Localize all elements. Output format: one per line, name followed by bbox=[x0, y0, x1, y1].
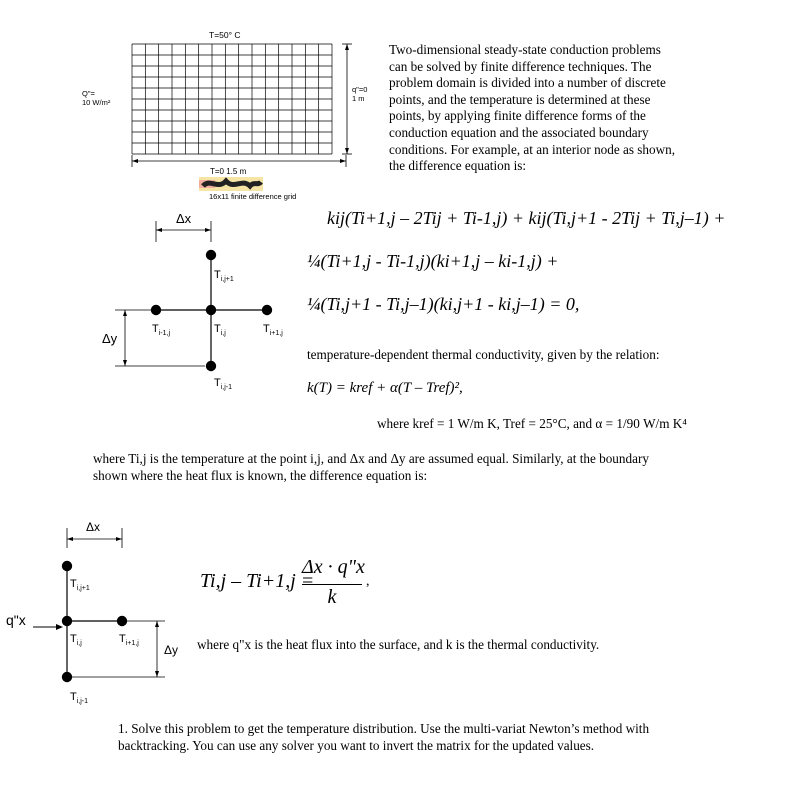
b-node-right bbox=[117, 616, 127, 626]
grid-right-label-2: 1 m bbox=[352, 94, 365, 103]
b-node-center bbox=[62, 616, 72, 626]
middle-line: shown where the heat flux is known, the difference equation is: bbox=[93, 467, 428, 483]
fraction-bar bbox=[302, 584, 362, 585]
boundary-dx-label: Δx bbox=[86, 520, 101, 534]
conductivity-relation: k(T) = kref + α(T – Tref)², bbox=[307, 380, 463, 396]
where-constants: where kref = 1 W/m K, Tref = 25°C, and α = 1/90 W/m K⁴ bbox=[377, 416, 687, 431]
task-line: 1. Solve this problem to get the temperature distribution. Use the multi-variat Newton’s method with bbox=[118, 721, 650, 736]
node-left bbox=[151, 305, 161, 315]
flux-label: q"x bbox=[6, 612, 26, 628]
b-node-center-label: $T_{i,j}$ bbox=[70, 633, 82, 647]
node-bottom bbox=[206, 361, 216, 371]
node-right bbox=[262, 305, 272, 315]
interior-dx-label: Δx bbox=[176, 211, 192, 226]
intro-line: points, by applying finite difference forms of the bbox=[389, 108, 646, 124]
b-node-right-label: $T_{i+1,j}$ bbox=[119, 633, 139, 647]
grid-right-label-1: q"=0 bbox=[352, 85, 368, 94]
equation-line-1: kij(Ti+1,j – 2Tij + Ti-1,j) + kij(Ti,j+1 - 2Tij + Ti,j–1) + bbox=[327, 208, 726, 228]
intro-line: conduction equation and the associated boundary bbox=[389, 124, 649, 140]
interior-dy-label: Δy bbox=[102, 331, 118, 346]
middle-line: where Ti,j is the temperature at the point i,j, and Δx and Δy are assumed equal. Similarly, at the boundary bbox=[93, 451, 649, 466]
intro-line: problem domain is divided into a number of discrete bbox=[389, 75, 666, 91]
node-center bbox=[206, 305, 216, 315]
grid-left-label-2: 10 W/m² bbox=[82, 98, 111, 107]
task-paragraph bbox=[118, 721, 788, 754]
equation-line-3: ¼(Ti,j+1 - Ti,j–1)(ki,j+1 - ki,j–1) = 0, bbox=[307, 294, 580, 314]
node-bottom-label: $T_{i,j-1}$ bbox=[214, 377, 233, 391]
node-left-label: $T_{i-1,j}$ bbox=[152, 323, 171, 337]
boundary-stencil-diagram bbox=[0, 510, 200, 710]
b-node-top-label: $T_{i,j+1}$ bbox=[70, 578, 90, 592]
intro-line: conditions. For example, at an interior node as shown, bbox=[389, 141, 676, 157]
middle-paragraph bbox=[93, 451, 793, 484]
intro-line: can be solved by finite difference techniques. The bbox=[389, 58, 652, 74]
intro-line: points, and the temperature is determined at these bbox=[389, 91, 651, 107]
task-line: backtracking. You can use any solver you want to invert the matrix for the updated values. bbox=[118, 737, 595, 753]
redaction-mark bbox=[199, 177, 263, 191]
b-node-top bbox=[62, 561, 72, 571]
conductivity-text: temperature-dependent thermal conductivity, given by the relation: bbox=[307, 347, 660, 362]
intro-line: the difference equation is: bbox=[389, 158, 527, 174]
grid-bottom-label: T=0 1.5 m bbox=[210, 167, 247, 176]
equation-line-2: ¼(Ti+1,j - Ti-1,j)(ki+1,j – ki-1,j) + bbox=[307, 251, 559, 271]
node-top bbox=[206, 250, 216, 260]
grid-caption: 16x11 finite difference grid bbox=[209, 192, 297, 201]
node-right-label: $T_{i+1,j}$ bbox=[263, 323, 283, 337]
b-node-bottom-label: $T_{i,j-1}$ bbox=[70, 691, 89, 705]
node-center-label: $T_{i,j}$ bbox=[214, 323, 226, 337]
boundary-equation-lhs: Ti,j – Ti+1,j = bbox=[200, 570, 315, 592]
b-node-bottom bbox=[62, 672, 72, 682]
intro-line: Two-dimensional steady-state conduction problems bbox=[389, 42, 661, 57]
interior-stencil-diagram bbox=[0, 200, 300, 400]
grid-top-label: T=50° C bbox=[209, 30, 241, 40]
boundary-equation-denominator: k bbox=[327, 586, 337, 608]
intro-paragraph bbox=[389, 42, 784, 175]
node-top-label: $T_{i,j+1}$ bbox=[214, 269, 234, 283]
boundary-equation-numerator: Δx · q"x bbox=[302, 556, 365, 578]
finite-difference-grid bbox=[132, 44, 332, 154]
grid-left-label-1: Q"= bbox=[82, 89, 95, 98]
boundary-note: where q"x is the heat flux into the surface, and k is the thermal conductivity. bbox=[197, 637, 600, 652]
boundary-dy-label: Δy bbox=[164, 643, 179, 657]
